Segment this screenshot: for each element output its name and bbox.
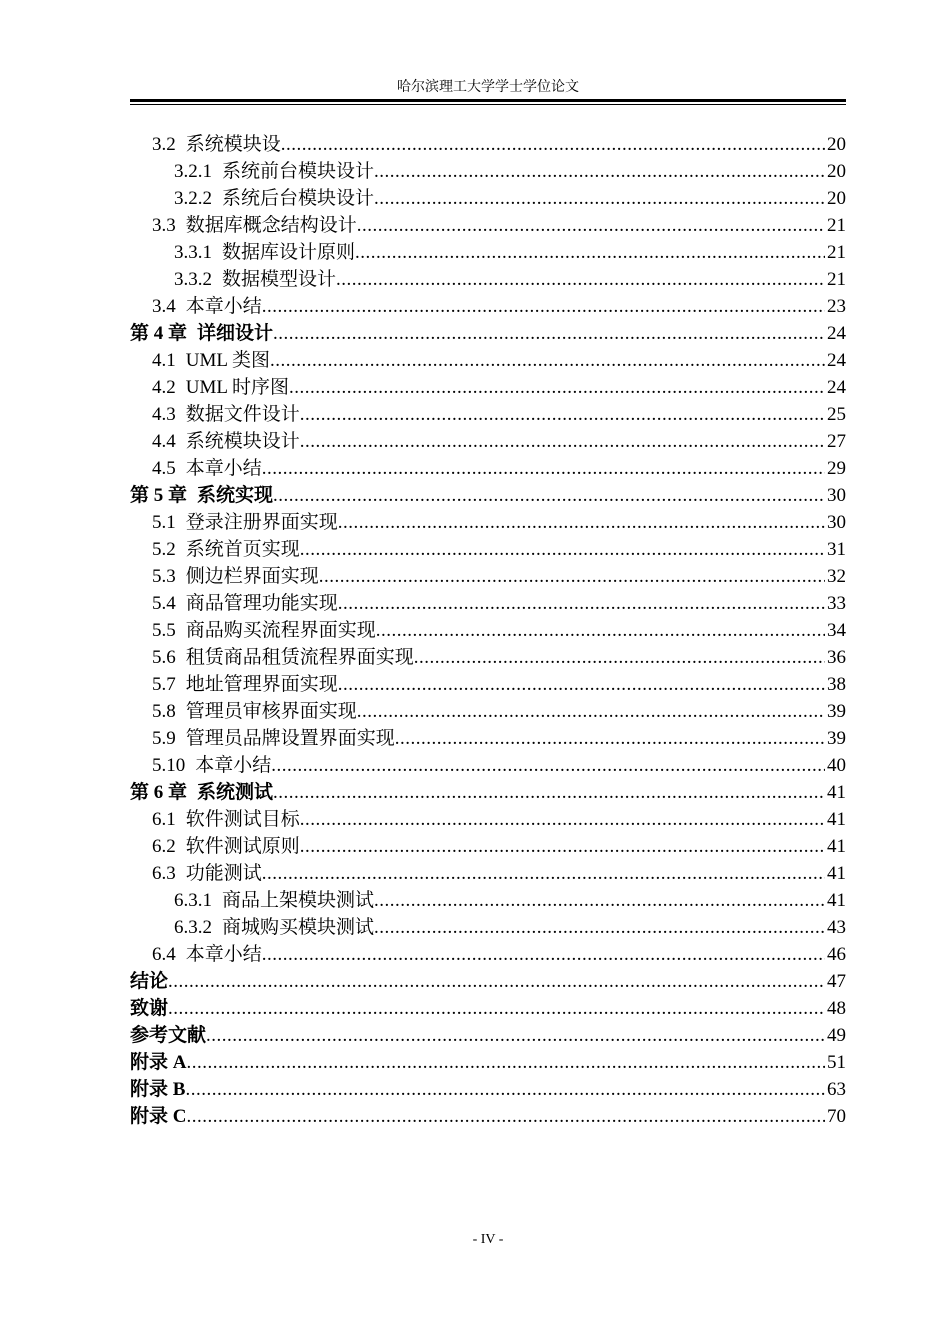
toc-leader-dots [338,590,825,617]
toc-entry-number: 6.1 [152,809,176,830]
toc-entry-title: 本章小结 [185,458,262,479]
toc-entry-page: 20 [827,134,846,155]
toc-entry-number: 3.3 [152,215,176,236]
toc-leader-dots [336,266,825,293]
toc-entry-title: 数据库设计原则 [222,242,356,263]
toc-entry-number: 3.3.2 [174,269,212,290]
toc-entry-title: 商品上架模块测试 [222,890,375,911]
toc-entry-number: 5.3 [152,566,176,587]
toc-entry-number: 5.9 [152,728,176,749]
toc-leader-dots [185,1076,825,1103]
toc-entry-number: 5.6 [152,647,176,668]
toc-entry-page: 48 [827,998,846,1019]
toc-entry-page: 23 [827,296,846,317]
toc-leader-dots [186,1103,825,1130]
toc-entry-page: 24 [827,377,846,398]
toc-entry-title: 本章小结 [185,944,262,965]
toc-entry-page: 25 [827,404,846,425]
toc-leader-dots [355,239,825,266]
toc-entry-title: 管理员审核界面实现 [185,701,357,722]
toc-entry-title: 本章小结 [195,755,272,776]
toc-entry-number: 6.3.1 [174,890,212,911]
toc-leader-dots [270,347,825,374]
toc-entry-title: 商城购买模块测试 [222,917,375,938]
toc-entry-page: 20 [827,188,846,209]
toc-entry-page: 39 [827,728,846,749]
toc-entry-title: 致谢 [130,998,169,1019]
toc-entry[interactable] [130,1022,846,1049]
toc-entry-title: 参考文献 [130,1025,207,1046]
toc-entry-title: 功能测试 [185,863,262,884]
toc-entry-page: 31 [827,539,846,560]
toc-entry[interactable] [130,320,846,347]
toc-leader-dots [338,671,825,698]
toc-entry-title: UML 类图 [185,350,271,371]
toc-entry-number: 5.7 [152,674,176,695]
toc-entry-number: 第 6 章 [130,782,188,803]
toc-entry-page: 39 [827,701,846,722]
toc-leader-dots [374,158,825,185]
toc-entry-title: UML 时序图 [185,377,290,398]
toc-entry-page: 29 [827,458,846,479]
toc-entry-page: 24 [827,323,846,344]
toc-leader-dots [300,401,825,428]
toc-entry[interactable] [130,806,846,833]
toc-entry[interactable] [130,995,846,1022]
toc-entry-title: 系统测试 [197,782,274,803]
toc-entry-number: 4.1 [152,350,176,371]
toc-entry-number: 6.2 [152,836,176,857]
toc-entry-number: 5.2 [152,539,176,560]
toc-entry-page: 21 [827,215,846,236]
toc-entry-number: 6.3 [152,863,176,884]
toc-entry-title: 软件测试目标 [185,809,300,830]
toc-entry-page: 21 [827,242,846,263]
page-header-title: 哈尔滨理工大学学士学位论文 [397,80,579,95]
toc-entry[interactable] [130,644,846,671]
toc-entry[interactable] [130,779,846,806]
toc-entry[interactable] [130,833,846,860]
toc-entry-number: 5.10 [152,755,186,776]
toc-leader-dots [186,1049,825,1076]
toc-entry[interactable] [130,212,846,239]
toc-entry[interactable] [130,1103,846,1130]
toc-entry-title: 侧边栏界面实现 [185,566,319,587]
toc-entry-page: 70 [827,1106,846,1127]
toc-entry-number: 6.4 [152,944,176,965]
toc-entry-number: 3.2 [152,134,176,155]
toc-entry-number: 5.5 [152,620,176,641]
toc-leader-dots [273,779,825,806]
toc-leader-dots [374,914,825,941]
toc-entry-title: 软件测试原则 [185,836,300,857]
toc-entry-number: 3.4 [152,296,176,317]
toc-entry[interactable] [130,860,846,887]
toc-entry-page: 30 [827,512,846,533]
toc-entry-title: 数据库概念结构设计 [185,215,357,236]
toc-entry[interactable] [130,968,846,995]
toc-leader-dots [271,752,825,779]
toc-entry-page: 32 [827,566,846,587]
toc-leader-dots [319,563,825,590]
toc-entry[interactable] [130,482,846,509]
toc-entry-page: 47 [827,971,846,992]
toc-entry-number: 6.3.2 [174,917,212,938]
toc-entry-title: 系统首页实现 [185,539,300,560]
toc-leader-dots [273,320,825,347]
toc-entry[interactable] [130,887,846,914]
toc-entry-page: 43 [827,917,846,938]
toc-entry-title: 数据文件设计 [185,404,300,425]
toc-entry-title: 商品管理功能实现 [185,593,338,614]
toc-entry[interactable] [130,914,846,941]
toc-entry[interactable] [130,1049,846,1076]
toc-entry[interactable] [130,158,846,185]
toc-leader-dots [262,455,825,482]
toc-entry-page: 20 [827,161,846,182]
toc-leader-dots [376,617,825,644]
toc-entry-title: 附录 A [130,1052,187,1073]
toc-leader-dots [300,806,825,833]
toc-entry[interactable] [130,671,846,698]
toc-leader-dots [357,212,825,239]
toc-leader-dots [300,428,825,455]
toc-entry-title: 系统模块设 [185,134,281,155]
toc-entry-page: 41 [827,890,846,911]
toc-entry-page: 36 [827,647,846,668]
toc-entry-title: 本章小结 [185,296,262,317]
toc-entry[interactable] [130,455,846,482]
toc-entry-number: 4.3 [152,404,176,425]
toc-entry[interactable] [130,941,846,968]
toc-entry-page: 30 [827,485,846,506]
toc-leader-dots [262,941,825,968]
toc-entry-page: 24 [827,350,846,371]
toc-entry-page: 41 [827,782,846,803]
toc-entry-page: 27 [827,431,846,452]
toc-entry-title: 租赁商品租赁流程界面实现 [185,647,414,668]
toc-entry[interactable] [130,536,846,563]
toc-entry-title: 地址管理界面实现 [185,674,338,695]
toc-entry-number: 3.2.2 [174,188,212,209]
toc-entry[interactable] [130,590,846,617]
toc-entry-page: 63 [827,1079,846,1100]
toc-leader-dots [300,536,825,563]
toc-entry-page: 51 [827,1052,846,1073]
toc-entry-title: 数据模型设计 [222,269,337,290]
toc-leader-dots [262,860,825,887]
toc-leader-dots [395,725,825,752]
toc-entry-title: 系统前台模块设计 [222,161,375,182]
toc-entry-title: 管理员品牌设置界面实现 [185,728,395,749]
toc-entry[interactable] [130,752,846,779]
toc-entry-number: 第 5 章 [130,485,188,506]
toc-entry-page: 21 [827,269,846,290]
toc-entry-page: 46 [827,944,846,965]
toc-entry-number: 5.8 [152,701,176,722]
table-of-contents [130,131,846,1130]
toc-entry[interactable] [130,1076,846,1103]
toc-entry-page: 41 [827,863,846,884]
toc-entry[interactable] [130,401,846,428]
toc-leader-dots [262,293,825,320]
toc-entry[interactable] [130,617,846,644]
toc-entry-number: 3.2.1 [174,161,212,182]
toc-leader-dots [414,644,825,671]
toc-entry-title: 系统后台模块设计 [222,188,375,209]
toc-entry-number: 5.1 [152,512,176,533]
toc-entry[interactable] [130,509,846,536]
toc-leader-dots [168,968,825,995]
toc-entry[interactable] [130,347,846,374]
toc-leader-dots [206,1022,825,1049]
toc-entry[interactable] [130,563,846,590]
toc-entry-number: 5.4 [152,593,176,614]
toc-entry-number: 3.3.1 [174,242,212,263]
toc-entry-page: 49 [827,1025,846,1046]
toc-entry-page: 38 [827,674,846,695]
toc-entry[interactable] [130,266,846,293]
toc-entry-title: 商品购买流程界面实现 [185,620,376,641]
toc-leader-dots [374,185,825,212]
toc-entry-title: 详细设计 [197,323,274,344]
toc-entry-page: 34 [827,620,846,641]
toc-entry-title: 附录 C [130,1106,187,1127]
toc-leader-dots [374,887,825,914]
toc-leader-dots [338,509,825,536]
toc-entry-page: 40 [827,755,846,776]
header-rule-thick [130,99,846,102]
toc-leader-dots [300,833,825,860]
header-rule-thin [130,104,846,105]
page-number: - IV - [472,1232,504,1247]
toc-entry-number: 4.4 [152,431,176,452]
toc-entry[interactable] [130,698,846,725]
toc-entry-title: 登录注册界面实现 [185,512,338,533]
toc-entry[interactable] [130,131,846,158]
toc-entry-number: 第 4 章 [130,323,188,344]
toc-leader-dots [168,995,825,1022]
toc-leader-dots [289,374,825,401]
toc-entry-title: 系统模块设计 [185,431,300,452]
toc-entry-page: 41 [827,836,846,857]
toc-entry[interactable] [130,293,846,320]
toc-entry-number: 4.2 [152,377,176,398]
toc-entry[interactable] [130,374,846,401]
toc-entry[interactable] [130,239,846,266]
toc-entry[interactable] [130,185,846,212]
toc-entry-page: 33 [827,593,846,614]
toc-leader-dots [281,131,825,158]
toc-leader-dots [357,698,825,725]
toc-leader-dots [273,482,825,509]
toc-entry[interactable] [130,428,846,455]
toc-entry-page: 41 [827,809,846,830]
toc-entry-number: 4.5 [152,458,176,479]
toc-entry-title: 结论 [130,971,169,992]
toc-entry-title: 附录 B [130,1079,186,1100]
toc-entry[interactable] [130,725,846,752]
toc-entry-title: 系统实现 [197,485,274,506]
